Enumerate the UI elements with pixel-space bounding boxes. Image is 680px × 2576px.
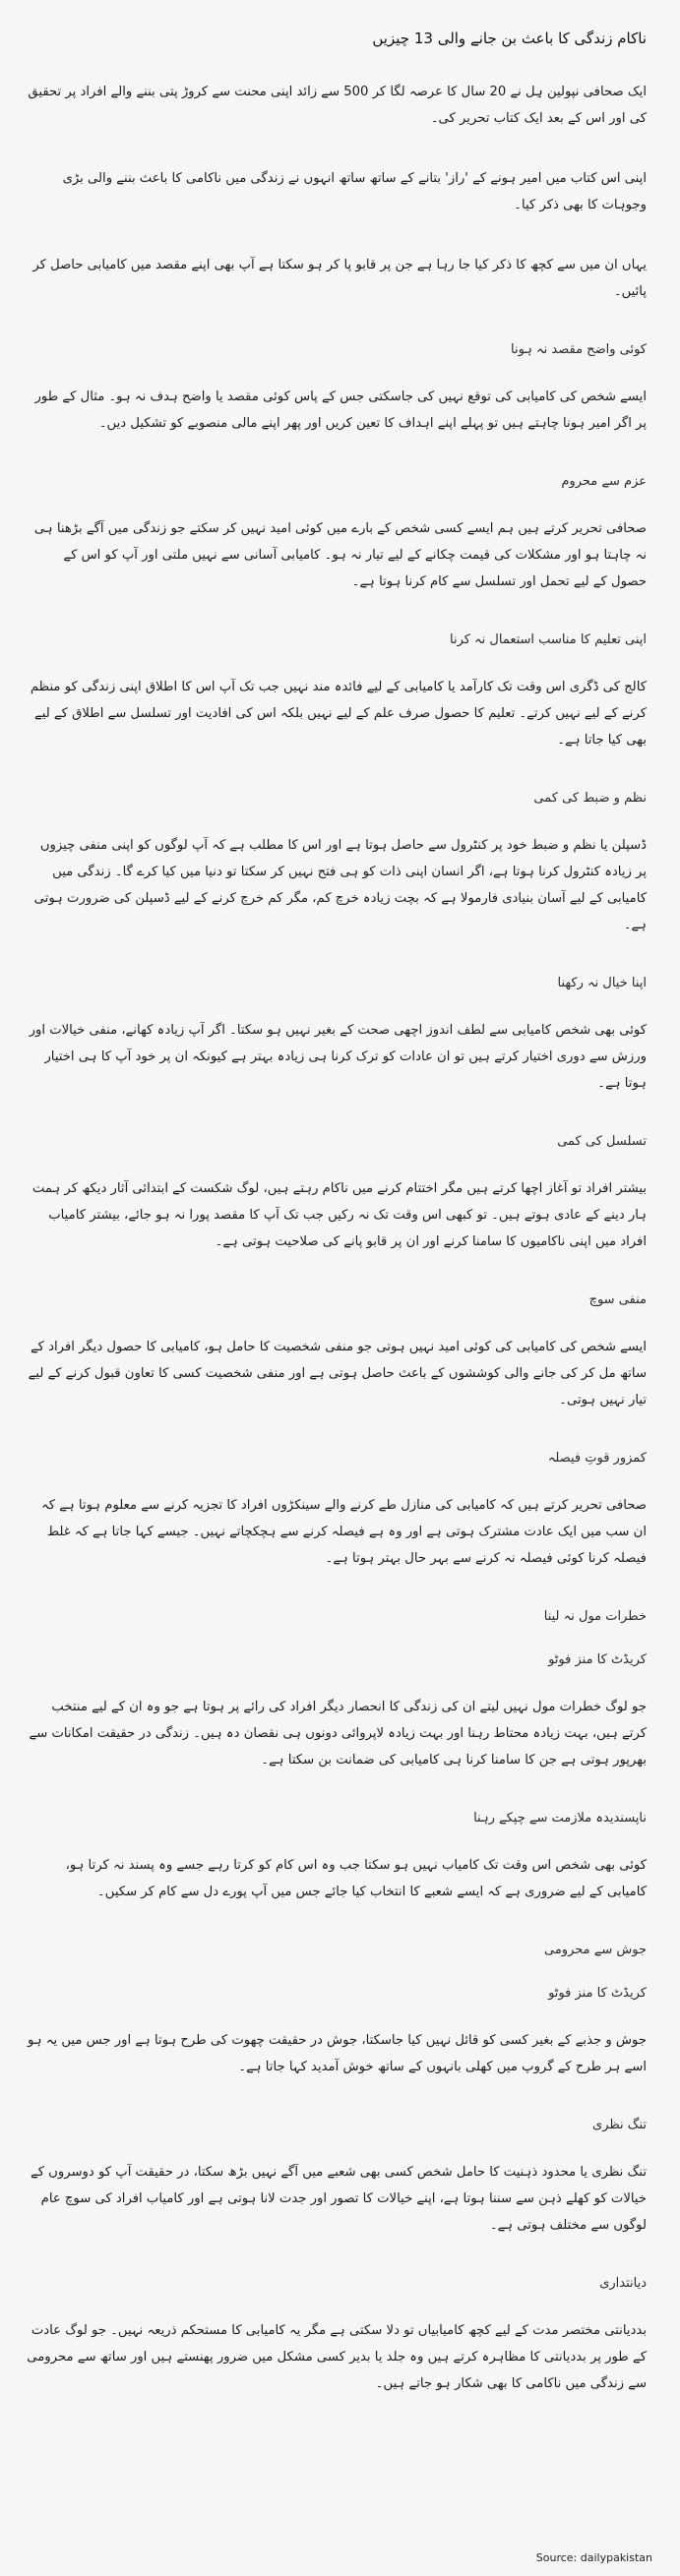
para-narrow-mind: تنگ نظری یا محدود ذہنیت کا حامل شخص کسی بھی شعبے میں آگے نہیں بڑھ سکتا، در حقیقت آپ کو دوسروں کے خیالات کو کھلے ذہن سے سننا ہوتا ہے، اپنے خیالات کا تصور اور جدت لانا ہوتی ہے اور کامیاب افراد کی سوچ عام لوگوں سے مختلف ہوتی ہے۔	[30, 2165, 647, 2233]
para-no-determination: صحافی تحریر کرتے ہیں ہم ایسے کسی شخص کے بارے میں کوئی امید نہیں کر سکتے جو زندگی میں آگے بڑھنا ہی نہ چاہتا ہو اور مشکلات کی قیمت چکانے کے لیے تیار نہ ہو۔ کامیابی آسانی سے نہیں ملتی اور آپ کو اس کے حصول کے لیے تحمل اور تسلسل سے کام کرنا ہوتا ہے۔	[33, 521, 647, 589]
heading-disliked-job: ناپسندیدہ ملازمت سے چپکے رہنا	[473, 1811, 647, 1826]
para-discipline: ڈسپلن یا نظم و ضبط خود پر کنٹرول سے حاصل ہوتا ہے اور اس کا مطلب ہے کہ آپ لوگوں کو اپنی منفی چیزوں پر زیادہ کنٹرول کرنا ہوتا ہے، اگر انسان اپنی ذات کو ہی فتح نہیں کر سکتا تو دنیا میں کیا کرے گا۔ زندگی میں کامیابی کے لیے آسان بنیادی فارمولا ہے کہ بچت زیادہ خرچ کم، مگر کم خرچ کرنے کے لیے ڈسپلن کی ضرورت ہوتی ہے۔	[33, 838, 647, 932]
para-decision: صحافی تحریر کرتے ہیں کہ کامیابی کی منازل طے کرنے والے سینکڑوں افراد کا تجزیہ کرنے سے معلوم ہوتا ہے کہ ان سب میں ایک عادت مشترک ہوتی ہے اور وہ ہے فیصلہ کرنے سے ہچکچاتے نہیں۔ جیسے کہا جاتا ہے کہ غلط فیصلہ کرنا کوئی فیصلہ نہ کرنے سے بہر حال بہتر ہوتا ہے۔	[41, 1498, 647, 1566]
heading-persistence: تسلسل کی کمی	[557, 1134, 647, 1149]
para-honesty: بددیانتی مختصر مدت کے لیے کچھ کامیابیاں تو دلا سکتی ہے مگر یہ کامیابی کا مستحکم ذریعہ نہیں۔ جو لوگ عادت کے طور پر بددیانتی کا مظاہرہ کرتے ہیں وہ جلد یا بدیر کسی مشکل میں ضرور پھنستے ہیں اور ساتھ سے محرومی سے زندگی میں ناکامی کا بھی شکار ہو جاتے ہیں۔	[27, 2323, 647, 2391]
para-intro-2: اپنی اس کتاب میں امیر ہونے کے 'راز' بتانے کے ساتھ ساتھ انہوں نے زندگی میں ناکامی کا باعث بننے والی بڑی وجوہات کا بھی ذکر کیا۔	[62, 171, 647, 212]
para-enthusiasm: جوش و جذبے کے بغیر کسی کو قائل نہیں کیا جاسکتا، جوش در حقیقت چھوت کی طرح ہوتا ہے اور جس میں یہ ہو اسے ہر طرح کے گروپ میں کھلی بانہوں کے ساتھ خوش آمدید کہا جاتا ہے۔	[28, 2033, 647, 2074]
para-persistence: بیشتر افراد تو آغاز اچھا کرتے ہیں مگر اختتام کرنے میں ناکام رہتے ہیں، لوگ شکست کے ابتدائی آثار دیکھ کر ہمت ہار دینے کے عادی ہوتے ہیں۔ تو کبھی اس وقت تک نہ رکیں جب تک آپ کا مقصد پورا نہ ہو جائے، بیشتر کامیاب افراد میں اپنی ناکامیوں کا سامنا کرنے اور ان پر قابو پانے کی صلاحیت ہوتی ہے۔	[31, 1181, 647, 1249]
heading-decision: کمزور قوتِ فیصلہ	[547, 1451, 647, 1466]
para-no-goal: ایسے شخص کی کامیابی کی توقع نہیں کی جاسکتی جس کے پاس کوئی مقصد یا واضح ہدف نہ ہو۔ مثال کے طور پر اگر امیر ہونا چاہتے ہیں تو پہلے اپنے اہداف کا تعین کریں اور پھر اپنے مالی منصوبے کو تشکیل دیں۔	[34, 389, 647, 431]
heading-education: اپنی تعلیم کا مناسب استعمال نہ کرنا	[449, 632, 647, 647]
source-credit: Source: dailypakistan	[535, 2551, 652, 2564]
para-education: کالج کی ڈگری اس وقت تک کارآمد یا کامیابی کے لیے فائدہ مند نہیں جب تک آپ اس کا اطلاق اپنی زندگی کو منظم کرنے کے لیے نہیں کرتے۔ تعلیم کا حصول صرف علم کے لیے نہیں بلکہ اس کی افادیت اور تسلسل سے اطلاق کے لیے بھی کیا جاتا ہے۔	[30, 680, 647, 748]
heading-no-goal: کوئی واضح مقصد نہ ہونا	[511, 342, 647, 357]
photo-credit-2: کریڈٹ کا منز فوٹو	[548, 1986, 647, 2001]
heading-discipline: نظم و ضبط کی کمی	[533, 791, 647, 806]
photo-credit-1: کریڈٹ کا منز فوٹو	[548, 1652, 647, 1667]
article-title: ناکام زندگی کا باعث بن جانے والی 13 چیزیں	[372, 30, 647, 47]
heading-risk: خطرات مول نہ لینا	[543, 1609, 647, 1624]
para-disliked-job: کوئی بھی شخص اس وقت تک کامیاب نہیں ہو سکتا جب وہ اس کام کو کرتا رہے جسے وہ پسند نہ کرتا ہو، کامیابی کے لیے ضروری ہے کہ ایسے شعبے کا انتخاب کیا جائے جس میں آپ پورے دل سے کام کر سکیں۔	[65, 1858, 647, 1899]
heading-negative-thinking: منفی سوچ	[588, 1292, 647, 1307]
heading-no-determination: عزم سے محروم	[561, 474, 647, 489]
heading-self-care: اپنا خیال نہ رکھنا	[557, 976, 647, 990]
heading-enthusiasm: جوش سے محرومی	[544, 1943, 647, 1957]
para-intro-3: یہاں ان میں سے کچھ کا ذکر کیا جا رہا ہے جن پر قابو پا کر ہو سکتا ہے آپ بھی اپنے مقصد میں کامیابی حاصل کر پائیں۔	[32, 258, 647, 299]
para-intro-1: ایک صحافی نپولین ہِل نے 20 سال کا عرصہ لگا کر 500 سے زائد اپنی محنت سے کروڑ پتی بننے والے افراد پر تحقیق کی اور اس کے بعد ایک کتاب تحریر کی۔	[28, 85, 647, 126]
para-self-care: کوئی بھی شخص کامیابی سے لطف اندوز اچھی صحت کے بغیر نہیں ہو سکتا۔ اگر آپ زیادہ کھانے، منفی خیالات اور ورزش سے دوری اختیار کرتے ہیں تو ان عادات کو ترک کرنا ہی زیادہ بہتر ہے کیونکہ ان پر خود آپ کا ہی اختیار ہوتا ہے۔	[29, 1023, 647, 1091]
para-negative-thinking: ایسے شخص کی کامیابی کی کوئی امید نہیں ہوتی جو منفی شخصیت کا حامل ہو، کامیابی کا حصول دیگر افراد کے ساتھ مل کر کی جانے والی کوششوں کے باعث حاصل ہوتی ہے اور منفی شخصیت کسی کا تعاون قبول کرنے کے لیے تیار نہیں ہوتی۔	[28, 1340, 647, 1408]
para-risk: جو لوگ خطرات مول نہیں لیتے ان کی زندگی کا انحصار دیگر افراد کی رائے پر ہوتا ہے جو وہ ان کے لیے منتخب کرتے ہیں، بہت زیادہ محتاط رہنا اور بہت زیادہ لاپروائی دونوں ہی نقصان دہ ہیں۔ زندگی در حقیقت امکانات سے بھرپور ہوتی ہے جن کا سامنا کرنا ہی کامیابی کی ضمانت بن سکتا ہے۔	[29, 1700, 647, 1767]
heading-honesty: دیانتداری	[599, 2276, 647, 2291]
heading-narrow-mind: تنگ نظری	[592, 2118, 647, 2132]
